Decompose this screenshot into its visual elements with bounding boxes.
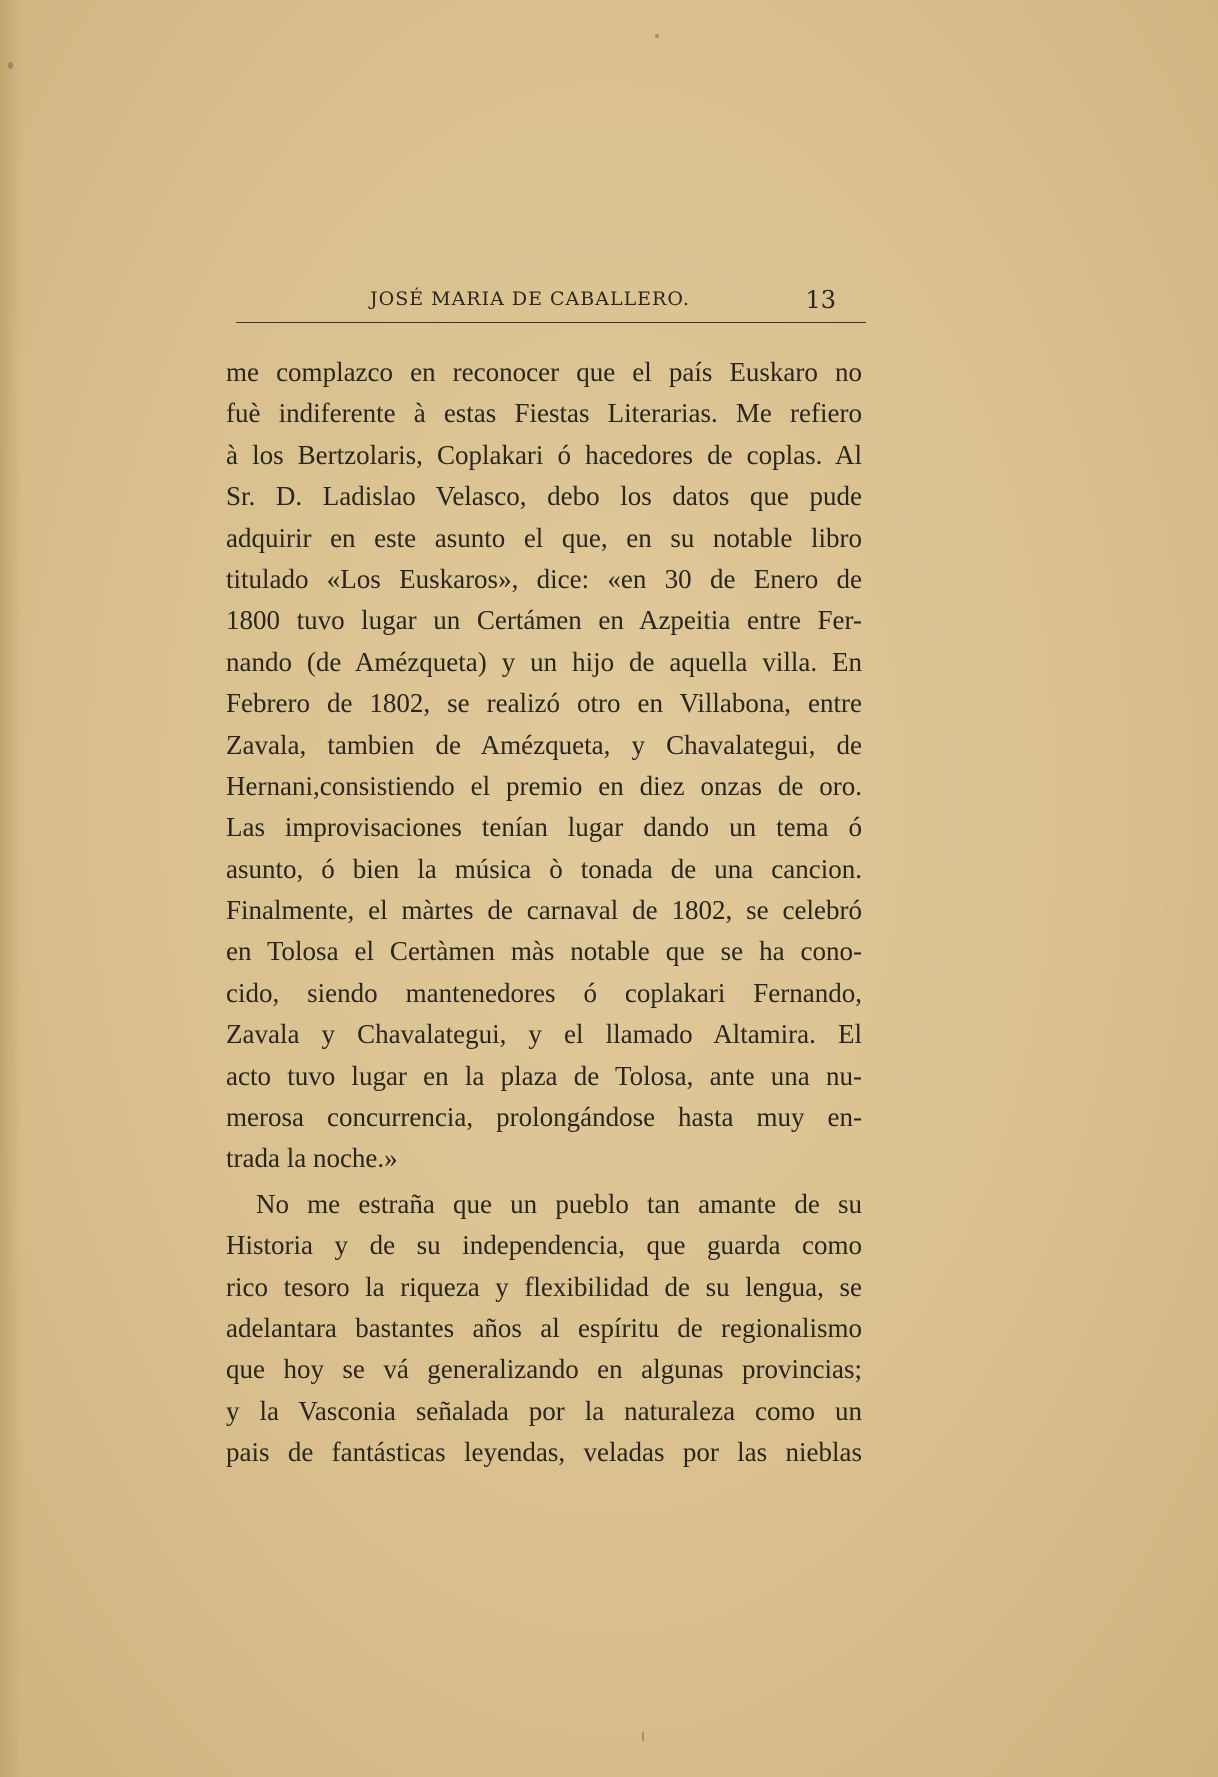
text-line: Zavala y Chavalategui, y el llamado Altamira. El: [226, 1019, 862, 1050]
text-line: rico tesoro la riqueza y flexibilidad de su lengua, se: [226, 1271, 862, 1302]
text-line: Finalmente, el màrtes de carnaval de 1802, se celebró: [226, 895, 862, 926]
text-line: Zavala, tambien de Amézqueta, y Chavalategui, de: [226, 729, 862, 760]
text-line: Sr. D. Ladislao Velasco, debo los datos que pude: [226, 481, 862, 512]
header-rule: [236, 322, 866, 323]
body-text: [226, 352, 862, 1474]
paper-speck: [8, 62, 13, 69]
paper-speck: [655, 34, 659, 38]
paragraph-1: [226, 352, 862, 1180]
text-line: y la Vasconia señalada por la naturaleza como un: [226, 1395, 862, 1426]
paragraph-2: [226, 1184, 862, 1474]
paper-speck: [642, 1732, 644, 1741]
page-number: 13: [805, 286, 836, 314]
page-edge-shadow: [0, 0, 22, 1777]
text-line: titulado «Los Euskaros», dice: «en 30 de Enero de: [226, 563, 862, 594]
text-line: cido, siendo mantenedores ó coplakari Fernando,: [226, 977, 862, 1008]
text-line: 1800 tuvo lugar un Certámen en Azpeitia entre Fer-: [226, 605, 862, 636]
text-line: Febrero de 1802, se realizó otro en Villabona, entre: [226, 688, 862, 719]
page-header: [236, 288, 866, 320]
text-line: adelantara bastantes años al espíritu de regionalismo: [226, 1312, 862, 1343]
text-line: pais de fantásticas leyendas, veladas por las nieblas: [226, 1437, 862, 1468]
text-line: fuè indiferente à estas Fiestas Literarias. Me refiero: [226, 398, 862, 429]
text-line: en Tolosa el Certàmen màs notable que se ha cono-: [226, 936, 862, 967]
text-line: à los Bertzolaris, Coplakari ó hacedores de coplas. Al: [226, 439, 862, 470]
text-line: Las improvisaciones tenían lugar dando un tema ó: [226, 812, 862, 843]
text-line: Historia y de su independencia, que guarda como: [226, 1230, 862, 1261]
text-line: acto tuvo lugar en la plaza de Tolosa, ante una nu-: [226, 1060, 862, 1091]
text-line: trada la noche.»: [226, 1143, 398, 1174]
text-line: que hoy se vá generalizando en algunas provincias;: [226, 1354, 862, 1385]
text-line: me complazco en reconocer que el país Euskaro no: [226, 357, 862, 387]
running-head: JOSÉ MARIA DE CABALLERO.: [370, 288, 690, 310]
text-line: nando (de Amézqueta) y un hijo de aquella villa. En: [226, 646, 862, 677]
text-line: merosa concurrencia, prolongándose hasta muy en-: [226, 1102, 862, 1133]
text-line: Hernani,consistiendo el premio en diez onzas de oro.: [226, 770, 862, 801]
text-line: adquirir en este asunto el que, en su notable libro: [226, 522, 862, 553]
text-line: No me estraña que un pueblo tan amante de su: [256, 1188, 862, 1219]
text-line: asunto, ó bien la música ò tonada de una cancion.: [226, 853, 862, 884]
